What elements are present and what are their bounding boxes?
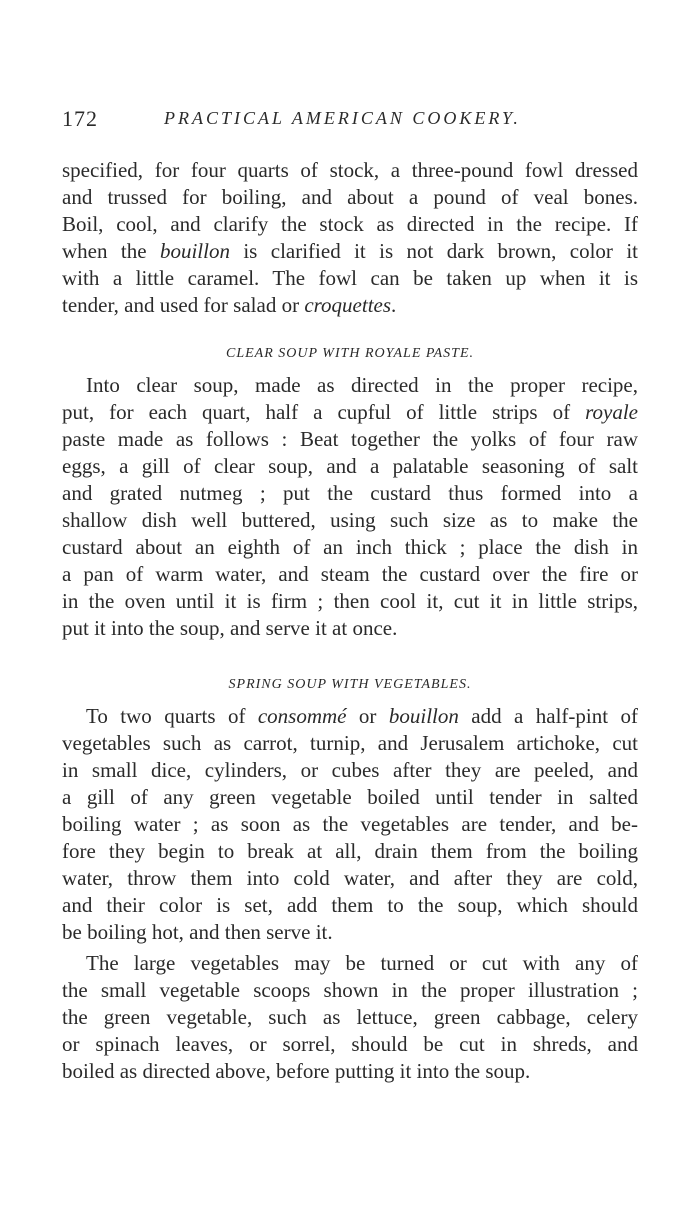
italic-term: croquettes xyxy=(304,293,392,317)
text-line xyxy=(62,1007,638,1028)
text-line xyxy=(62,922,638,943)
text-segment: shallow dish well buttered, using such size as to make the xyxy=(62,508,638,532)
italic-term: bouillon xyxy=(159,239,230,263)
text-line xyxy=(62,241,638,262)
text-segment: custard about an eighth of an inch thick ; place the dish in xyxy=(62,535,638,559)
text-line xyxy=(62,187,638,208)
text-segment: and their color is set, add them to the soup, which should xyxy=(62,893,638,917)
text-segment: paste made as follows : Beat together the yolks of four raw xyxy=(62,427,638,451)
running-head xyxy=(62,106,640,136)
text-line xyxy=(62,841,638,862)
text-line xyxy=(62,1034,638,1055)
text-segment: a gill of any green vegetable boiled until tender in salted xyxy=(62,785,638,809)
text-segment: To two quarts of xyxy=(86,704,258,728)
text-segment: a pan of warm water, and steam the custard over the fire or xyxy=(62,562,638,586)
text-line xyxy=(62,591,638,612)
text-segment: and grated nutmeg ; put the custard thus formed into a xyxy=(62,481,638,505)
text-segment: . xyxy=(391,293,397,317)
text-line xyxy=(62,760,638,781)
text-line xyxy=(62,733,638,754)
text-segment: tender, and used for salad or xyxy=(62,293,305,317)
page-number: 172 xyxy=(62,106,98,131)
text-line xyxy=(62,510,638,531)
text-line xyxy=(86,953,638,974)
text-segment: is clarified it is not dark brown, color it xyxy=(229,239,638,263)
text-segment: eggs, a gill of clear soup, and a palatable seasoning of salt xyxy=(62,454,638,478)
text-line xyxy=(62,564,638,585)
text-segment: Into clear soup, made as directed in the proper recipe, xyxy=(86,373,638,397)
text-segment: vegetables such as carrot, turnip, and Jerusalem artichoke, cut xyxy=(62,731,638,755)
italic-term: royale xyxy=(585,400,638,424)
text-line xyxy=(62,1061,638,1082)
text-segment: specified, for four quarts of stock, a three-pound fowl dressed xyxy=(62,158,638,182)
text-line xyxy=(62,980,638,1001)
text-segment: The large vegetables may be turned or cut with any of xyxy=(86,951,638,975)
text-line xyxy=(62,456,638,477)
text-segment: the green vegetable, such as lettuce, green cabbage, celery xyxy=(62,1005,638,1029)
text-line xyxy=(62,537,638,558)
text-segment: with a little caramel. The fowl can be taken up when it is xyxy=(62,266,638,290)
section-heading: SPRING SOUP WITH VEGETABLES. xyxy=(228,677,472,692)
text-line xyxy=(62,295,638,316)
text-line xyxy=(86,706,638,727)
text-segment: add a half-pint of xyxy=(458,704,638,728)
text-segment: put it into the soup, and serve it at once. xyxy=(62,616,398,640)
book-title: PRACTICAL AMERICAN COOKERY. xyxy=(164,108,521,128)
text-segment: or xyxy=(346,704,389,728)
text-line xyxy=(62,814,638,835)
italic-term: consommé xyxy=(257,704,347,728)
text-segment: boiled as directed above, before putting it into the soup. xyxy=(62,1059,531,1083)
text-line xyxy=(62,618,638,639)
italic-term: bouillon xyxy=(388,704,459,728)
text-line xyxy=(62,268,638,289)
text-segment: in the oven until it is firm ; then cool it, cut it in little strips, xyxy=(62,589,638,613)
text-segment: Boil, cool, and clarify the stock as directed in the recipe. If xyxy=(62,212,638,236)
text-line xyxy=(62,868,638,889)
text-segment: in small dice, cylinders, or cubes after they are peeled, and xyxy=(62,758,638,782)
text-line xyxy=(62,160,638,181)
text-line xyxy=(62,787,638,808)
text-segment: when the xyxy=(62,239,160,263)
text-segment: put, for each quart, half a cupful of little strips of xyxy=(62,400,586,424)
text-segment: water, throw them into cold water, and after they are cold, xyxy=(62,866,638,890)
text-segment: and trussed for boiling, and about a pound of veal bones. xyxy=(62,185,638,209)
text-segment: the small vegetable scoops shown in the proper illustration ; xyxy=(62,978,638,1002)
text-segment: or spinach leaves, or sorrel, should be cut in shreds, and xyxy=(62,1032,638,1056)
section-heading: CLEAR SOUP WITH ROYALE PASTE. xyxy=(225,346,475,361)
text-line xyxy=(62,483,638,504)
text-segment: boiling water ; as soon as the vegetables are tender, and be- xyxy=(62,812,638,836)
text-line xyxy=(62,214,638,235)
text-line xyxy=(62,895,638,916)
text-segment: be boiling hot, and then serve it. xyxy=(62,920,333,944)
text-line xyxy=(62,402,638,423)
text-segment: fore they begin to break at all, drain them from the boiling xyxy=(62,839,638,863)
text-line xyxy=(62,429,638,450)
text-line xyxy=(86,375,638,396)
